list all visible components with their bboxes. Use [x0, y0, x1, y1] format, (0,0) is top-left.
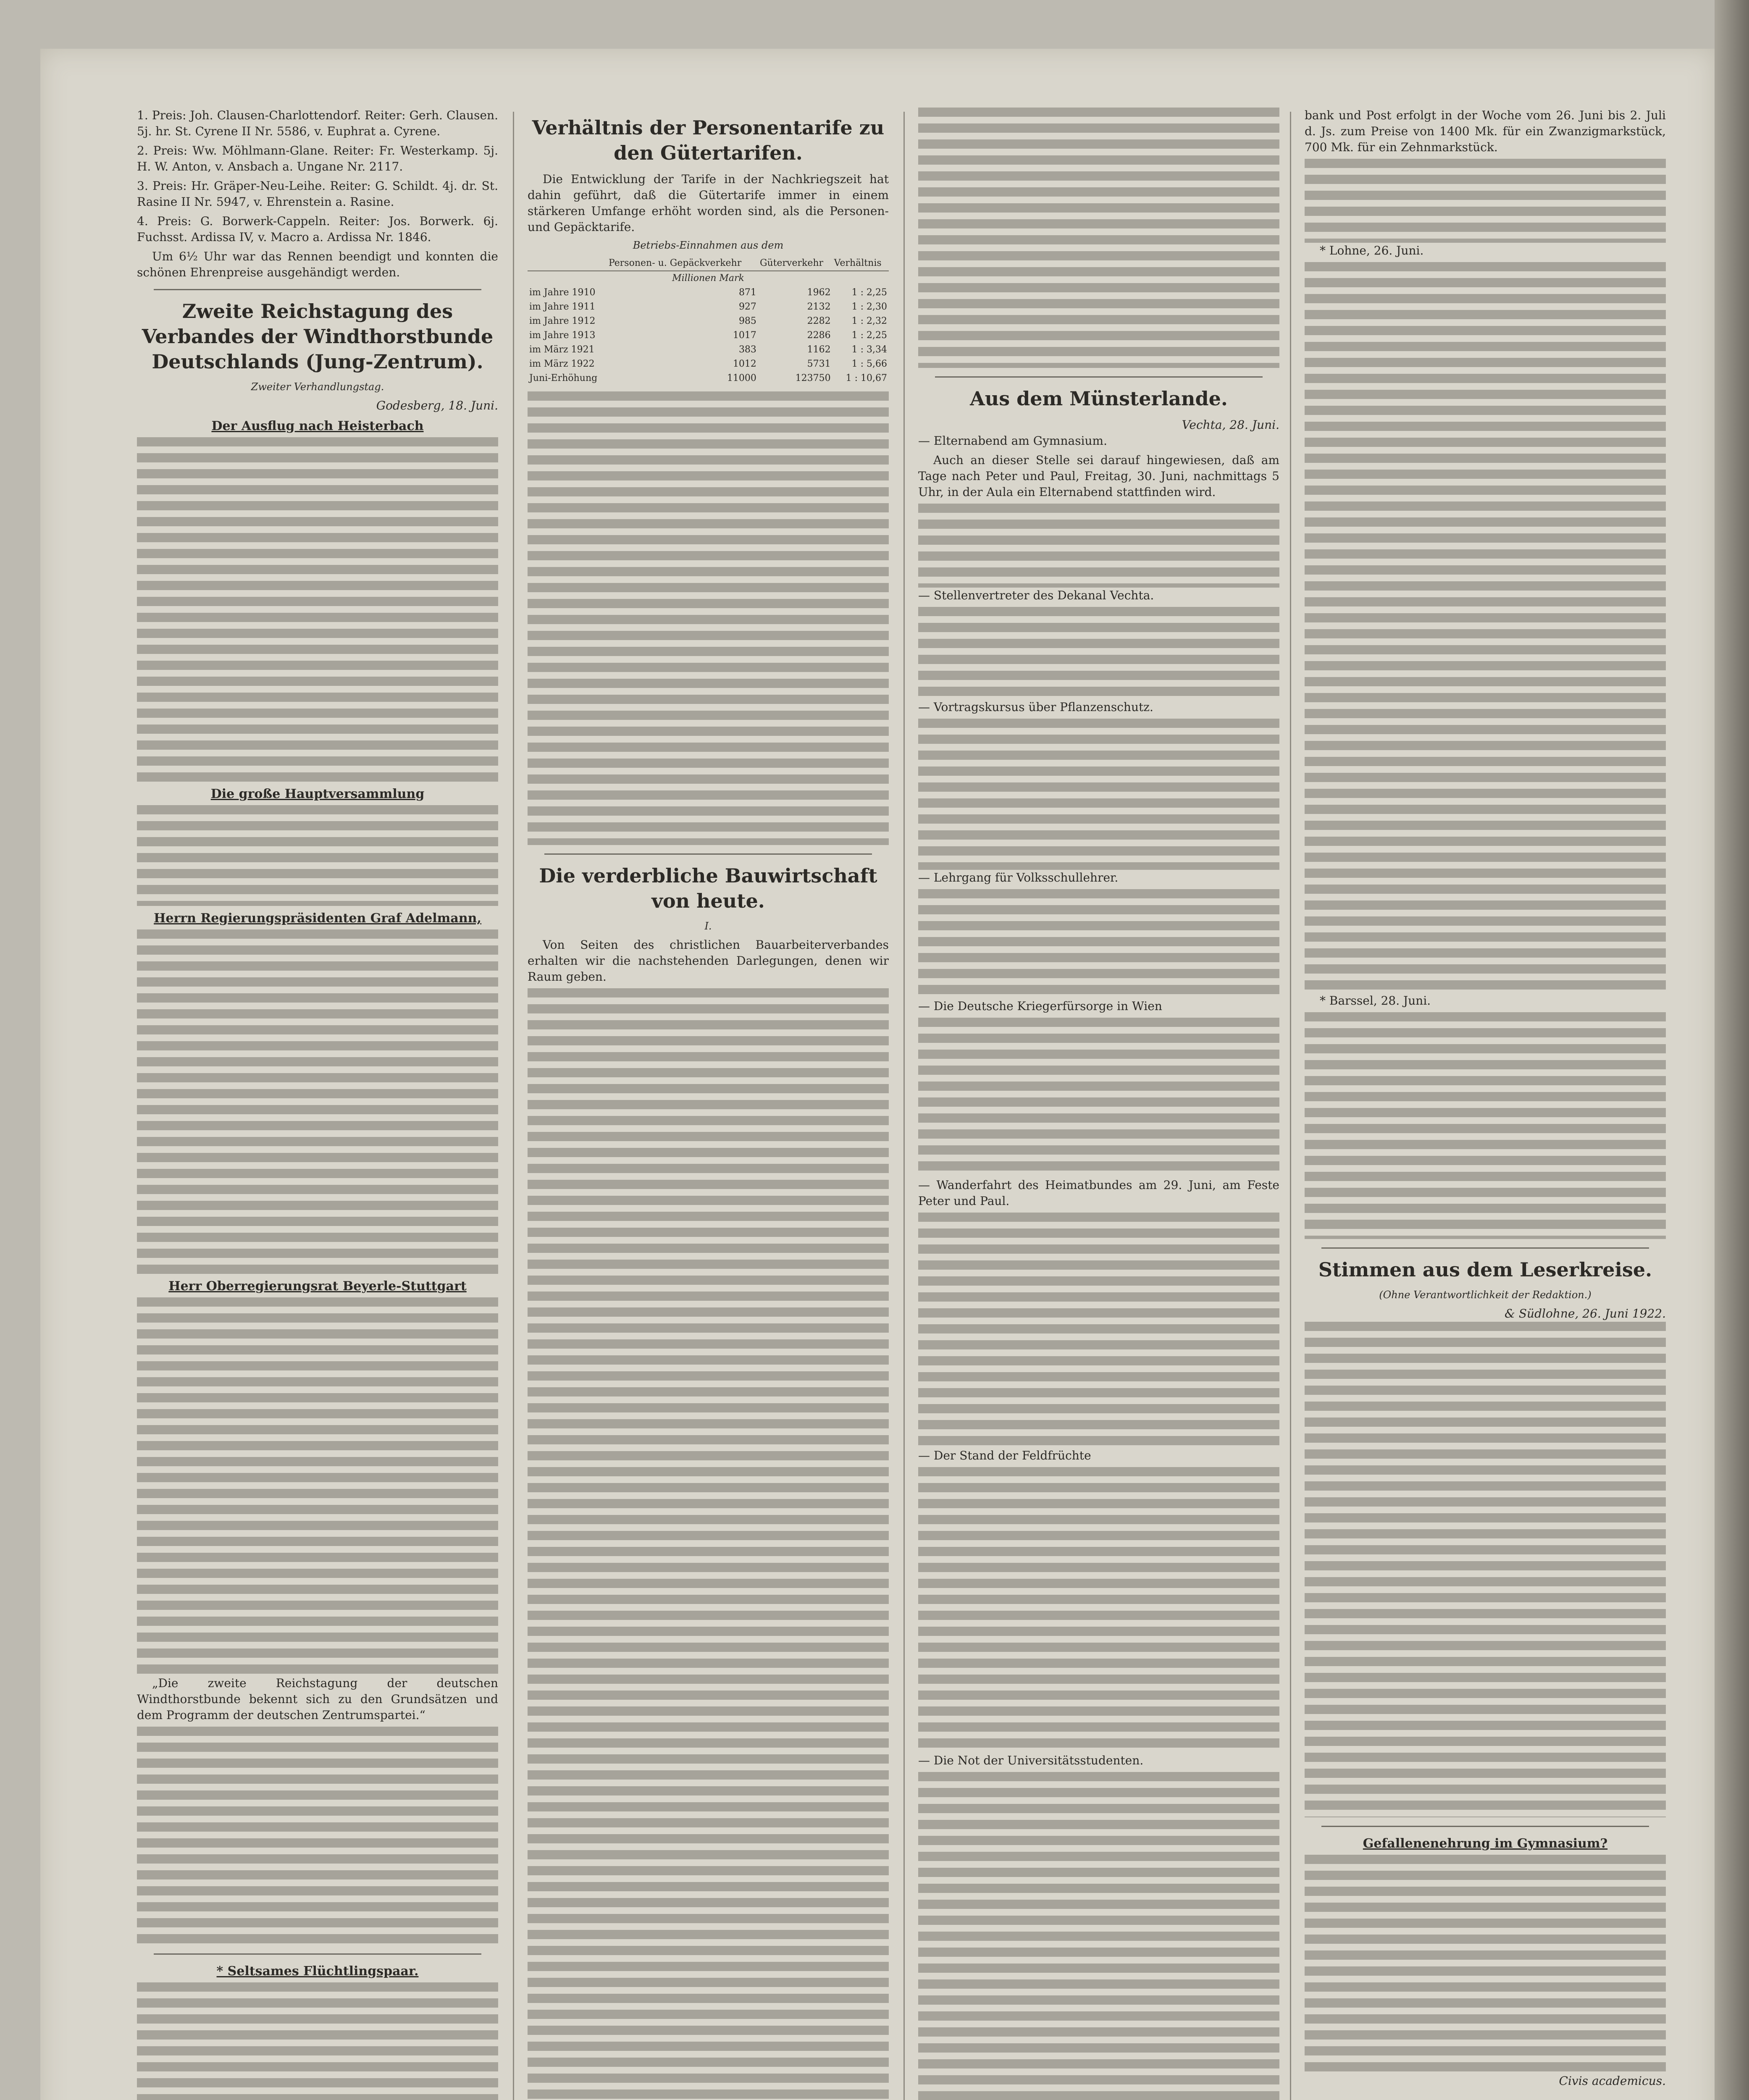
- subheading: Der Ausflug nach Heisterbach: [211, 419, 424, 433]
- table-cell: 2286: [807, 330, 831, 341]
- column-2: [528, 108, 889, 2100]
- news-item-title: — Die Deutsche Kriegerfürsorge in Wien: [918, 999, 1162, 1013]
- body-text: [918, 889, 1279, 998]
- body-text: [528, 391, 889, 845]
- table-cell: 2282: [807, 316, 831, 326]
- table-cell: 1 : 5,66: [851, 359, 887, 369]
- race-result: 4. Preis: G. Borwerk-Cappeln. Reiter: Jos. Borwerk. 6j. Fuchsst. Ardissa IV, v. Macro a. Ardissa Nr. 1846.: [137, 214, 498, 244]
- table-row: [528, 300, 889, 314]
- table-cell: im März 1922: [529, 359, 595, 369]
- table-header: Verhältnis: [832, 256, 889, 271]
- newspaper-page: [40, 49, 1715, 2100]
- table-cell: 1 : 2,30: [851, 302, 887, 312]
- table-row: [528, 357, 889, 371]
- headline-leserkreise: Stimmen aus dem Leserkreise.: [1318, 1258, 1652, 1281]
- separator: [1321, 1247, 1649, 1249]
- body-text: [918, 504, 1279, 588]
- news-item-title: — Elternabend am Gymnasium.: [918, 434, 1107, 448]
- letter-dateline: & Südlohne, 26. Juni 1922.: [1505, 1307, 1666, 1320]
- column-rule: [1290, 112, 1291, 2100]
- table-cell: 1 : 2,25: [851, 330, 887, 341]
- table-cell: 11000: [727, 373, 756, 383]
- table-row: [528, 328, 889, 343]
- table-cell: 1 : 3,34: [851, 344, 887, 355]
- column-4: [1305, 108, 1666, 2100]
- body-text: [137, 1727, 498, 1945]
- news-item-title: — Stellenvertreter des Dekanal Vechta.: [918, 588, 1154, 602]
- top-text: bank und Post erfolgt in der Woche vom 26. Juni bis 2. Juli d. Js. zum Preise von 1400 Mk. für ein Zwanzigmarkstück, 700 Mk. für ein Zehnmarkstück.: [1305, 108, 1666, 154]
- table-cell: 1 : 10,67: [846, 373, 887, 383]
- signature: Civis academicus.: [1559, 2074, 1666, 2088]
- body-text: [918, 1772, 1279, 2100]
- news-item-title: — Lehrgang für Volksschullehrer.: [918, 871, 1119, 885]
- column-3: [918, 108, 1279, 2100]
- news-item-text: Auch an dieser Stelle sei darauf hingewiesen, daß am Tage nach Peter und Paul, Freitag, 30. Juni, nachmittags 5 Uhr, in der Aula ein Elternabend stattfinden wird.: [918, 453, 1279, 499]
- table-row: [528, 314, 889, 328]
- body-text: [1305, 262, 1666, 993]
- subheading: * Seltsames Flüchtlingspaar.: [216, 1964, 419, 1979]
- column-1: [137, 108, 498, 2100]
- subheading: Gefallenenehrung im Gymnasium?: [1363, 1836, 1608, 1851]
- table-cell: 1012: [733, 359, 756, 369]
- table-header: Personen- u. Gepäckverkehr: [607, 256, 758, 271]
- lohne-dateline: * Lohne, 26. Juni.: [1320, 244, 1424, 257]
- body-text: [137, 805, 498, 906]
- race-result: 1. Preis: Joh. Clausen-Charlottendorf. Reiter: Gerh. Clausen. 5j. hr. St. Cyrene II Nr. 5586, v. Euphrat a. Cyrene.: [137, 108, 498, 138]
- body-text: [137, 929, 498, 1274]
- body-text: [137, 1982, 498, 2100]
- table-row: [528, 371, 889, 386]
- table-cell: 871: [738, 287, 756, 298]
- separator: [154, 1953, 481, 1955]
- separator: [1321, 1826, 1649, 1827]
- table-cell: 1 : 2,32: [851, 316, 887, 326]
- dateline: Godesberg, 18. Juni.: [376, 399, 498, 412]
- resolution-quote: „Die zweite Reichstagung der deutschen Windthorstbunde bekennt sich zu den Grundsätzen und dem Programm der deutschen Zentrumspartei.“: [137, 1676, 498, 1722]
- bau-intro: Von Seiten des christlichen Bauarbeiterverbandes erhalten wir die nachstehenden Darlegungen, denen wir Raum geben.: [528, 938, 889, 984]
- barssel-dateline: * Barssel, 28. Juni.: [1320, 994, 1431, 1008]
- news-item-title: — Wanderfahrt des Heimatbundes am 29. Juni, am Feste Peter und Paul.: [918, 1178, 1279, 1208]
- table-cell: 383: [738, 344, 756, 355]
- subheading: Die große Hauptversammlung: [210, 787, 425, 801]
- table-cell: im Jahre 1912: [529, 316, 596, 326]
- separator: [154, 289, 481, 290]
- body-text: [528, 988, 889, 2100]
- table-cell: 1017: [733, 330, 756, 341]
- table-unit: Millionen Mark: [672, 273, 744, 284]
- headline-tarife: Verhältnis der Personentarife zu den Gütertarifen.: [532, 116, 885, 164]
- table-cell: im Jahre 1913: [529, 330, 596, 341]
- binding-edge: [1715, 0, 1749, 2100]
- body-text: [918, 719, 1279, 870]
- body-text: [918, 607, 1279, 699]
- section-number: I.: [704, 920, 712, 932]
- table-header: Güterverkehr: [758, 256, 832, 271]
- headline-reichstagung: Zweite Reichstagung des Verbandes der Windthorstbunde Deutschlands (Jung-Zentrum).: [142, 300, 494, 373]
- separator: [544, 853, 872, 855]
- body-text: [1305, 1322, 1666, 1817]
- table-cell: im Jahre 1911: [529, 302, 596, 312]
- headline-muensterlande: Aus dem Münsterlande.: [970, 387, 1228, 410]
- subheading: Herr Oberregierungsrat Beyerle-Stuttgart: [168, 1279, 467, 1294]
- table-cell: 123750: [795, 373, 831, 383]
- race-result: 3. Preis: Hr. Gräper-Neu-Leihe. Reiter: G. Schildt. 4j. dr. St. Rasine II Nr. 5947, v. Ehrenstein a. Rasine.: [137, 179, 498, 209]
- body-text: [918, 1213, 1279, 1448]
- race-note: Um 6½ Uhr war das Rennen beendigt und konnten die schönen Ehrenpreise ausgehändigt werden.: [137, 249, 498, 279]
- table-cell: 5731: [807, 359, 831, 369]
- subheading: Herrn Regierungspräsidenten Graf Adelmann,: [154, 911, 481, 926]
- body-text: [918, 1467, 1279, 1753]
- table-header: [528, 256, 607, 271]
- tarife-intro: Die Entwicklung der Tarife in der Nachkriegszeit hat dahin geführt, daß die Gütertarife immer in einem stärkeren Umfange erhöht worden sind, als die Personen- und Gepäcktarife.: [528, 172, 889, 234]
- separator: [935, 376, 1263, 378]
- body-text: [137, 1297, 498, 1675]
- column-rule: [513, 112, 514, 2100]
- table-cell: im Jahre 1910: [529, 287, 596, 298]
- news-item-title: — Die Not der Universitätsstudenten.: [918, 1754, 1144, 1767]
- subline: Zweiter Verhandlungstag.: [251, 381, 384, 393]
- body-text: [1305, 159, 1666, 243]
- body-text: [137, 437, 498, 782]
- body-text: [1305, 1012, 1666, 1239]
- table-cell: 927: [738, 302, 756, 312]
- table-cell: Juni-Erhöhung: [529, 373, 598, 383]
- table-row: [528, 343, 889, 357]
- body-text: [1305, 1855, 1666, 2073]
- news-item-title: — Der Stand der Feldfrüchte: [918, 1449, 1091, 1462]
- body-text: [918, 108, 1279, 368]
- race-result: 2. Preis: Ww. Möhlmann-Glane. Reiter: Fr. Westerkamp. 5j. H. W. Anton, v. Ansbach a. Ungane Nr. 2117.: [137, 144, 498, 173]
- news-item-title: — Vortragskursus über Pflanzenschutz.: [918, 700, 1153, 714]
- table-cell: im März 1921: [529, 344, 595, 355]
- body-text: [918, 1018, 1279, 1177]
- table-cell: 1962: [807, 287, 831, 298]
- table-cell: 1162: [807, 344, 831, 355]
- table-cell: 2132: [807, 302, 831, 312]
- column-rule: [903, 112, 905, 2100]
- dateline: Vechta, 28. Juni.: [1182, 418, 1279, 432]
- table-cell: 985: [738, 316, 756, 326]
- table-row: [528, 286, 889, 300]
- disclaimer: (Ohne Verantwortlichkeit der Redaktion.): [1379, 1289, 1591, 1301]
- table-caption: Betriebs-Einnahmen aus dem: [633, 239, 784, 251]
- table-cell: 1 : 2,25: [851, 287, 887, 298]
- tariff-table: [528, 256, 889, 386]
- headline-bauwirtschaft: Die verderbliche Bauwirtschaft von heute.: [539, 864, 877, 912]
